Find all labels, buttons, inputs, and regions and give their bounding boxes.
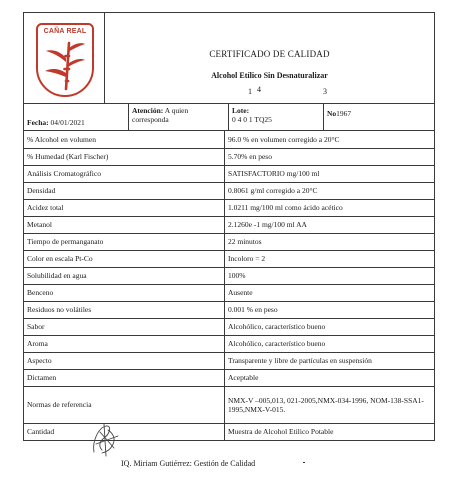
header-text <box>105 13 434 103</box>
atencion-label: Atención: <box>132 106 164 115</box>
param-cell: Aroma <box>24 335 225 352</box>
number-label: No <box>327 109 337 118</box>
code-part: 1 <box>248 87 252 96</box>
value-cell: 100% <box>225 267 435 284</box>
meta-row <box>24 104 434 131</box>
certificate-header <box>24 13 434 104</box>
table-row <box>24 318 434 335</box>
param-cell: Residuos no volátiles <box>24 301 225 318</box>
signature-mark <box>88 422 128 458</box>
value-cell: 22 minutos <box>225 233 435 250</box>
table-row <box>24 386 434 423</box>
code-part: 3 <box>323 87 327 96</box>
param-cell: Sabor <box>24 318 225 335</box>
param-cell: Color en escala Pt-Co <box>24 250 225 267</box>
param-cell: Análisis Cromatográfico <box>24 165 225 182</box>
table-row <box>24 199 434 216</box>
lote-cell <box>229 104 324 130</box>
value-cell: Alcohólico, característico bueno <box>225 318 435 335</box>
atencion-cell <box>129 104 229 130</box>
value-cell: 2.1260e -1 mg/100 ml AA <box>225 216 435 233</box>
param-cell: % Alcohol en volumen <box>24 131 225 148</box>
number-cell <box>324 104 434 130</box>
table-row <box>24 233 434 250</box>
brand-logo <box>36 23 94 97</box>
lote-value: 0 4 0 1 TQ25 <box>232 115 272 124</box>
number-value: 1967 <box>336 109 352 118</box>
atencion-value: A quien <box>164 106 189 115</box>
fecha-value: 04/01/2021 <box>50 118 85 127</box>
param-cell: % Humedad (Karl Fischer) <box>24 148 225 165</box>
param-cell: Dictamen <box>24 369 225 386</box>
fecha-cell <box>24 104 129 130</box>
table-row <box>24 301 434 318</box>
table-row <box>24 423 434 440</box>
logo-cell <box>24 13 105 103</box>
param-cell: Metanol <box>24 216 225 233</box>
table-row <box>24 267 434 284</box>
code-part: 4 <box>257 85 261 94</box>
table-row <box>24 369 434 386</box>
value-cell: 96.0 % en volumen corregido a 20°C <box>225 131 435 148</box>
param-cell: Benceno <box>24 284 225 301</box>
certificate-title: CERTIFICADO DE CALIDAD <box>209 49 330 59</box>
table-row <box>24 148 434 165</box>
param-cell: Acidez total <box>24 199 225 216</box>
table-row <box>24 335 434 352</box>
value-cell: NMX-V –005,013, 021-2005,NMX-034-1996, NOM-138-SSA1-1995,NMX-V-015. <box>225 386 435 423</box>
value-cell: Alcohólico, característico bueno <box>225 335 435 352</box>
signer-name: IQ. Miriam Gutiérrez: Gestión de Calidad <box>121 459 256 468</box>
value-cell: Incoloro = 2 <box>225 250 435 267</box>
table-row <box>24 131 434 148</box>
results-table <box>24 131 434 440</box>
value-cell: SATISFACTORIO mg/100 ml <box>225 165 435 182</box>
value-cell: 0.001 % en peso <box>225 301 435 318</box>
product-name: Alcohol Etílico Sin Desnaturalizar <box>211 71 328 80</box>
param-cell: Solubilidad en agua <box>24 267 225 284</box>
atencion-value-2: corresponda <box>132 115 169 124</box>
brand-name: CAÑA REAL <box>43 28 87 35</box>
value-cell: Transparente y libre de partículas en suspensión <box>225 352 435 369</box>
param-cell: Cantidad <box>24 423 225 440</box>
param-cell: Normas de referencia <box>24 386 225 423</box>
param-cell: Densidad <box>24 182 225 199</box>
param-cell: Aspecto <box>24 352 225 369</box>
stray-dot <box>303 462 305 463</box>
param-cell: Tiempo de permanganato <box>24 233 225 250</box>
lote-label: Lote: <box>232 106 250 115</box>
table-row <box>24 284 434 301</box>
value-cell: 0.8061 g/ml corregido a 20°C <box>225 182 435 199</box>
table-row <box>24 352 434 369</box>
table-row <box>24 216 434 233</box>
fecha-label: Fecha: <box>27 118 49 127</box>
table-row <box>24 165 434 182</box>
value-cell: 1.0211 mg/100 ml como ácido acético <box>225 199 435 216</box>
value-cell: 5.70% en peso <box>225 148 435 165</box>
table-row <box>24 250 434 267</box>
certificate <box>23 12 435 441</box>
table-row <box>24 182 434 199</box>
value-cell: Muestra de Alcohol Etilico Potable <box>228 427 334 437</box>
sugarcane-icon <box>44 39 86 91</box>
value-cell: Ausente <box>225 284 435 301</box>
value-cell: Aceptable <box>225 369 435 386</box>
